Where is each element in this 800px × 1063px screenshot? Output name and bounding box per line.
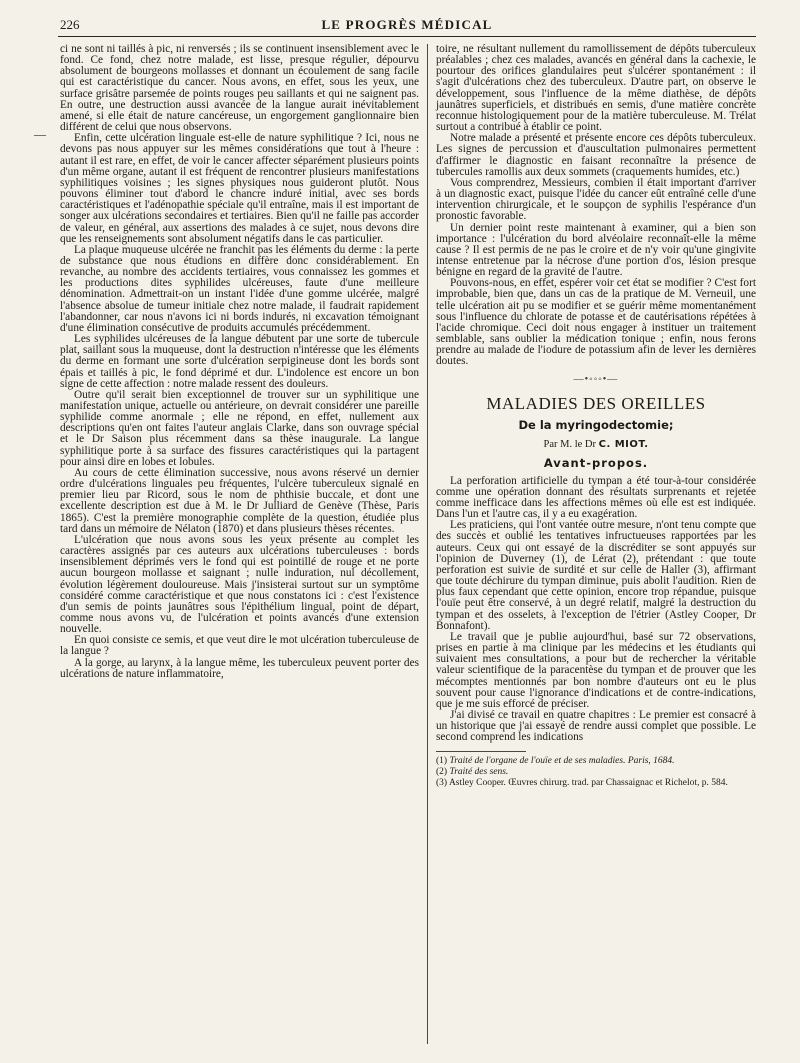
footnote <box>436 778 756 789</box>
article-title: De la myringodectomie; <box>518 417 674 432</box>
byline-author: C. MIOT. <box>598 438 649 450</box>
paragraph: A la gorge, au larynx, à la langue même, les tuberculeux peuvent porter des ulcérations de nature inflammatoire, <box>60 656 419 680</box>
paragraph: toire, ne résultant nullement du ramollissement de dépôts tuberculeux préalables ; chez ces malades, avancés en général dans la cachexie, le pourtour des orifices glandulaires peut s'ulcérer spontanément : il s'agit d'ulcérations chez des tuberculeux. D'autre part, on observe le développement, sous l'influence de la même diathèse, de dépôts jaunâtres superficiels, et distribués en semis, d'une matière concrète reconnue histologiquement pour de la matière tuberculeuse. M. Trélat surtout a contribué à établir ce point. <box>436 43 756 134</box>
footnote-text: Astley Cooper. Œuvres chirurg. trad. par Chassaignac et Richelot, p. 584. <box>448 778 728 789</box>
subsection-title: Avant-propos. <box>543 455 649 470</box>
paragraph: Les syphilides ulcéreuses de la langue débutent par une sorte de tubercule plat, saillant sous la muqueuse, dont la destruction n'intéresse que les éléments du derme en formant une sorte d'ulcération serpigineuse dont les bords sont épais et taillés à pic, le fond déprimé et dur. L'indolence est encore un bon signe de cette affection : notre malade ressent des douleurs. <box>60 333 419 390</box>
paragraph: J'ai divisé ce travail en quatre chapitres : Le premier est consacré à un historique que j'ai essayé de rendre aussi complet que possible. Le second comprend les indications <box>436 708 756 744</box>
margin-mark: — <box>34 127 46 141</box>
page-header <box>58 14 756 37</box>
footnote <box>436 756 756 767</box>
paragraph: Le travail que je publie aujourd'hui, basé sur 72 observations, prises en partie à ma clinique par les médecins et les étudiants qui suivaient mes consultations, a pour but de rechercher la véritable valeur scientifique de la paracentèse du tympan et de prouver que les mécomptes mentionnés par bon nombre d'auteurs ont eu le plus souvent pour cause l'ignorance d'indications et de contre-indications, que je me suis efforcé de préciser. <box>436 630 756 710</box>
left-column <box>60 44 419 680</box>
footnote-number: (2) <box>436 767 448 778</box>
footnote-text: Traité de l'organe de l'ouïe et de ses maladies. Paris, 1684. <box>449 756 675 767</box>
column-divider <box>427 44 428 1044</box>
journal-title: LE PROGRÈS MÉDICAL <box>321 17 493 32</box>
paragraph: Un dernier point reste maintenant à examiner, qui a bien son importance : l'ulcération du bord alvéolaire reconnaît-elle la même cause ? Il est permis de ne pas le croire et de n'y voir qu'une gingivite intense entretenue par la nécrose d'une portion d'os, lésion presque bénigne en regard de la gravité de l'autre. <box>436 221 756 279</box>
paragraph: L'ulcération que nous avons sous les yeux présente au complet les caractères assignés par ces auteurs aux ulcérations tuberculeuses : bords insensiblement déprimés vers le fond qui est pointillé de rouge et ne porte aucun bourgeon mollasse et saignant ; nulle induration, nul décollement, évolution légèrement douloureuse. Mais j'insisterai surtout sur un symptôme considéré comme caractéristique et que nous constatons ici : c'est l'existence d'un semis de points jaunâtres sous l'épithélium lingual, point de départ, comme nous avons vu, de l'ulcération et points avancés d'une extension nouvelle. <box>60 533 419 636</box>
paragraph: ci ne sont ni taillés à pic, ni renversés ; ils se continuent insensiblement avec le fond. Ce fond, chez notre malade, est lisse, presque régulier, dépourvu absolument de bourgeons mollasses et donnant un écoulement de sang facile qui est caractéristique du cancer. Nous avons, en effet, sous les yeux, une surface grisâtre parsemée de points rouges peu saillants et qui ne saignent pas. En outre, une destruction aussi avancée de la langue aurait inévitablement amené, si elle était de nature cancéreuse, un engorgement ganglionnaire bien différent de celui que nous observons. <box>60 43 419 134</box>
paragraph: Pouvons-nous, en effet, espérer voir cet état se modifier ? C'est fort improbable, bien que, dans un cas de la pratique de M. Verneuil, une telle ulcération ait pu se modifier et se guérir même momentanément sous l'influence du chlorate de potasse et de cautérisations répétées à l'acide chromique. Ceci doit nous engager à instituer un traitement semblable, sans oublier la médication tonique ; enfin, nous ferons prendre au malade de l'iodure de potassium afin de lever les dernières doutes. <box>436 277 756 368</box>
page-number: 226 <box>60 17 80 32</box>
paragraph: Notre malade a présenté et présente encore ces dépôts tuberculeux. Les signes de percussion et d'auscultation pulmonaires permettent d'affirmer le diagnostic en faisant reconnaître la présence de tubercules ramollis aux deux sommets (craquements humides, etc.) <box>436 132 756 178</box>
byline <box>436 438 756 451</box>
section-title: MALADIES DES OREILLES <box>486 393 706 413</box>
paragraph: La perforation artificielle du tympan a été tour-à-tour considérée comme une opération donnant des résultats surprenants et rejetée comme inefficace dans les affections mêmes où elle est est indiquée. Dans l'un et l'autre cas, il y a eu exagération. <box>436 474 756 521</box>
footnote-rule <box>436 751 526 752</box>
byline-prefix: Par M. le Dr <box>543 438 596 450</box>
footnote <box>436 767 756 778</box>
footnote-text: Traité des sens. <box>449 767 509 778</box>
right-column <box>436 44 756 789</box>
paragraph: La plaque muqueuse ulcérée ne franchit pas les éléments du derme : la perte de substance que nous étudions en diffère donc considérablement. En revanche, au nombre des accidents tertiaires, vous connaissez les gommes et les productions dites syphilides ulcéreuses, faute d'une meilleure dénomination. Admettrait-on un instant l'idée d'une gomme ulcérée, malgré l'absence absolue de tumeur initiale chez notre malade, il faudrait rapidement l'abandonner, car nous n'avons ici ni bords indurés, ni excavation témoignant d'une élimination consécutive de produits accumulés précédemment. <box>60 243 419 334</box>
paragraph: En quoi consiste ce semis, et que veut dire le mot ulcération tuberculeuse de la langue ? <box>60 634 419 658</box>
footnote-number: (1) <box>436 756 448 767</box>
paragraph: Les praticiens, qui l'ont vantée outre mesure, n'ont tenu compte que des succès et oublié les tentatives infructueuses rapportées par les auteurs. Ceux qui ont essayé de la discréditer se sont appuyés sur l'opinion de Duverney (1), de Lérat (2), prétendant : que toute perforation est suivie de surdité et sur celle de Haller (3), affirmant que toute déchirure du tympan diminue, puis abolit l'audition. Rien de plus faux cependant que cette opinion, encore trop répandue, puisque l'ouïe peut être conservé, à un degré relatif, malgré la destruction du tympan et des osselets, à l'exception de l'étrier (Astley Cooper, Dr Bonnafont). <box>436 519 756 632</box>
footnote-number: (3) <box>436 778 448 789</box>
paragraph: Outre qu'il serait bien exceptionnel de trouver sur un syphilitique une manifestation unique, actuelle ou antérieure, on devrait considérer une pareille syphilide comme anormale ; elle ne répond, en effet, nullement aux descriptions qu'en ont faites l'auteur anglais Clarke, dans son ouvrage spécial et le Dr Saison plus récemment dans sa thèse inaugurale. La langue syphilitique porte à sa surface des fissures caractéristiques qui la partagent pour ainsi dire en lobes et lobules. <box>60 388 419 468</box>
section-separator: —•◦◦◦•— <box>573 373 619 385</box>
paragraph: Au cours de cette élimination successive, nous avons réservé un dernier ordre d'ulcérations linguales peu fréquentes, l'ulcère tuberculeux signalé en premier lieu par Ricord, sous le nom de phthisie buccale, et dont une excellente description est due à M. le Dr Julliard de Genève (Thèse, Paris 1865). C'est la première monographie complète de la question, étudiée plus tard dans un mémoire de Nélaton (1870) et dans plusieurs thèses récentes. <box>60 466 419 535</box>
paragraph: Vous comprendrez, Messieurs, combien il était important d'arriver à un diagnostic exact, puisque l'idée du cancer eût entraîné celle d'une intervention chirurgicale, et le soupçon de syphilis l'espérance d'un pronostic favorable. <box>436 176 756 223</box>
paragraph: Enfin, cette ulcération linguale est-elle de nature syphilitique ? Ici, nous ne devons pas nous appuyer sur les mêmes considérations que tout à l'heure : autant il est rare, en effet, de voir le cancer affecter séparément plusieurs points d'un même organe, autant il est fréquent de rencontrer plusieurs manifestations syphilitiques voisines ; les signes physiques nous guideront plutôt. Nous pouvons éliminer tout d'abord le chancre induré initial, avec ses bords caractéristiques et l'adénopathie spéciale qu'il entraîne, mais il est important de songer aux ulcérations secondaires et tertiaires. Bien qu'il ne faille pas accorder de valeur, en général, aux assertions des malades à ce sujet, nous devons dire que les renseignements sont absolument négatifs dans le cas particulier. <box>60 132 419 245</box>
